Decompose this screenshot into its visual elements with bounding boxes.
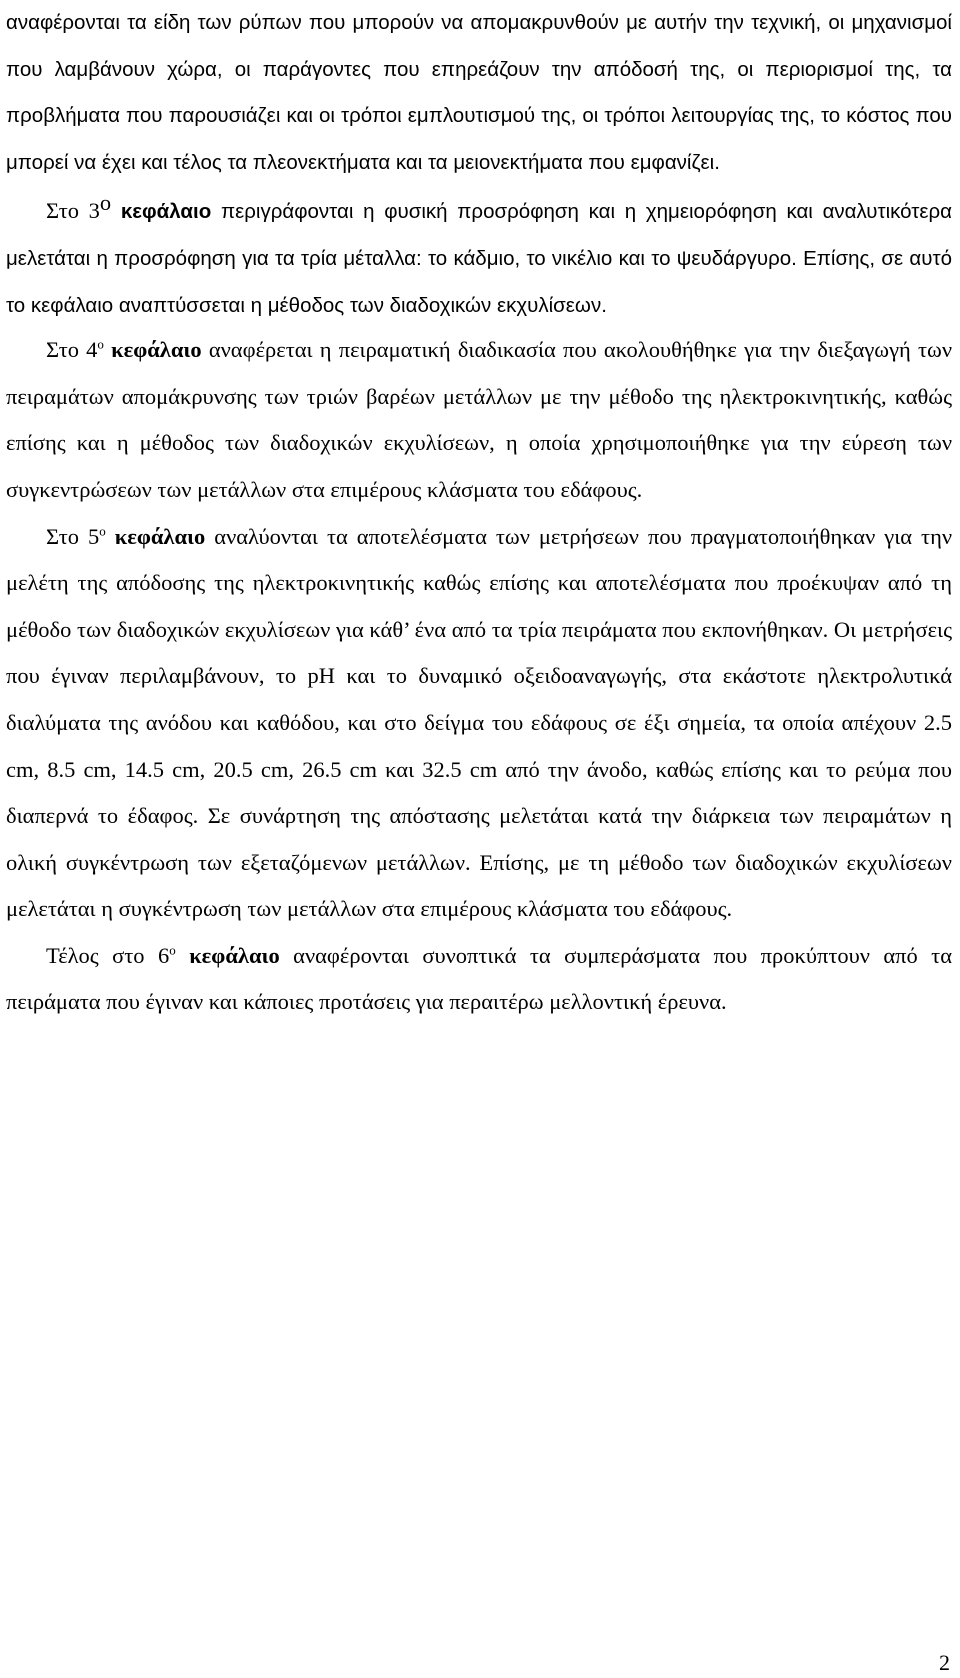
chapter-lead: Τέλος στο 6 (46, 942, 170, 968)
chapter-lead: Στο 4 (46, 337, 98, 363)
chapter-lead: Στο 5 (46, 523, 100, 549)
paragraph-chapter-6 (6, 933, 952, 1026)
chapter-label: κεφάλαιο (111, 337, 202, 363)
paragraph-chapter-5 (6, 514, 952, 933)
chapter-label: κεφάλαιο (114, 523, 206, 549)
paragraph-text: αναφέρονται τα είδη των ρύπων που μπορούν να απομακρυνθούν με αυτήν την τεχνική, οι μηχανισμοί που λαμβάνουν χώρα, οι παράγοντες που επηρεάζουν την απόδοσή της, οι περιορισμοί της, τα προβλήματα που παρουσιάζει και οι τρόποι εμπλουτισμού της, οι τρόποι λειτουργίας της, το κόστος που μπορεί να έχει και τέλος τα πλεονεκτήματα και τα μειονεκτήματα που εμφανίζει. (6, 11, 952, 174)
chapter-label: κεφάλαιο (189, 942, 280, 968)
paragraph-text: αναλύονται τα αποτελέσματα των μετρήσεων που πραγματοποιήθηκαν για την μελέτη της απόδοσης της ηλεκτροκινητικής καθώς επίσης και αποτελέσματα που προέκυψαν από τη μέθοδο των διαδοχικών εκχυλίσεων για κάθ’ ένα από τα τρία πειράματα που εκπονήθηκαν. Οι μετρήσεις που έγιναν περιλαμβάνουν, το pH και το δυναμικό οξειδοαναγωγής, στα εκάστοτε ηλεκτρολυτικά διαλύματα της ανόδου και καθόδου, και στο δείγμα του εδάφους σε έξι σημεία, τα οποία απέχουν 2.5 cm, 8.5 cm, 14.5 cm, 20.5 cm, 26.5 cm και 32.5 cm από την άνοδο, καθώς επίσης και το ρεύμα που διαπερνά το έδαφος. Σε συνάρτηση της απόστασης μελετάται κατά την διάρκεια των πειραμάτων η ολική συγκέντρωση των εξεταζόμενων μετάλλων. Επίσης, με τη μέθοδο των διαδοχικών εκχυλίσεων μελετάται η συγκέντρωση των μετάλλων στα επιμέρους κλάσματα του εδάφους. (6, 523, 953, 922)
ordinal-marker: ο (99, 190, 112, 216)
ordinal-marker: ο (97, 336, 104, 352)
page-number: 2 (939, 1650, 950, 1675)
paragraph-chapter-4 (6, 327, 952, 513)
paragraph-text: περιγράφονται η φυσική προσρόφηση και η χημειορόφηση και αναλυτικότερα μελετάται η προσρόφηση για τα τρία μέταλλα: το κάδμιο, το νικέλιο και το ψευδάργυρο. Επίσης, σε αυτό το κεφάλαιο αναπτύσσεται η μέθοδος των διαδοχικών εκχυλίσεων. (6, 200, 953, 317)
ordinal-marker: ο (169, 942, 176, 958)
paragraph-text: αναφέρονται συνοπτικά τα συμπεράσματα που προκύπτουν από τα πειράματα που έγιναν και κάποιες προτάσεις για περαιτέρω μελλοντική έρευνα. (6, 942, 953, 1015)
document-body (6, 0, 952, 1026)
paragraph-chapter-3 (6, 188, 952, 329)
chapter-lead: Στο 3 (46, 198, 100, 224)
chapter-label: κεφάλαιο (120, 200, 212, 224)
paragraph-text: αναφέρεται η πειραματική διαδικασία που ακολουθήθηκε για την διεξαγωγή των πειραμάτων απομάκρυνσης των τριών βαρέων μετάλλων με την μέθοδο της ηλεκτροκινητικής, καθώς επίσης και η μέθοδος των διαδοχικών εκχυλίσεων, η οποία χρησιμοποιήθηκε για την εύρεση των συγκεντρώσεων των μετάλλων στα επιμέρους κλάσματα του εδάφους. (6, 337, 953, 502)
ordinal-marker: ο (99, 523, 106, 539)
paragraph-intro-continuation (6, 0, 952, 186)
